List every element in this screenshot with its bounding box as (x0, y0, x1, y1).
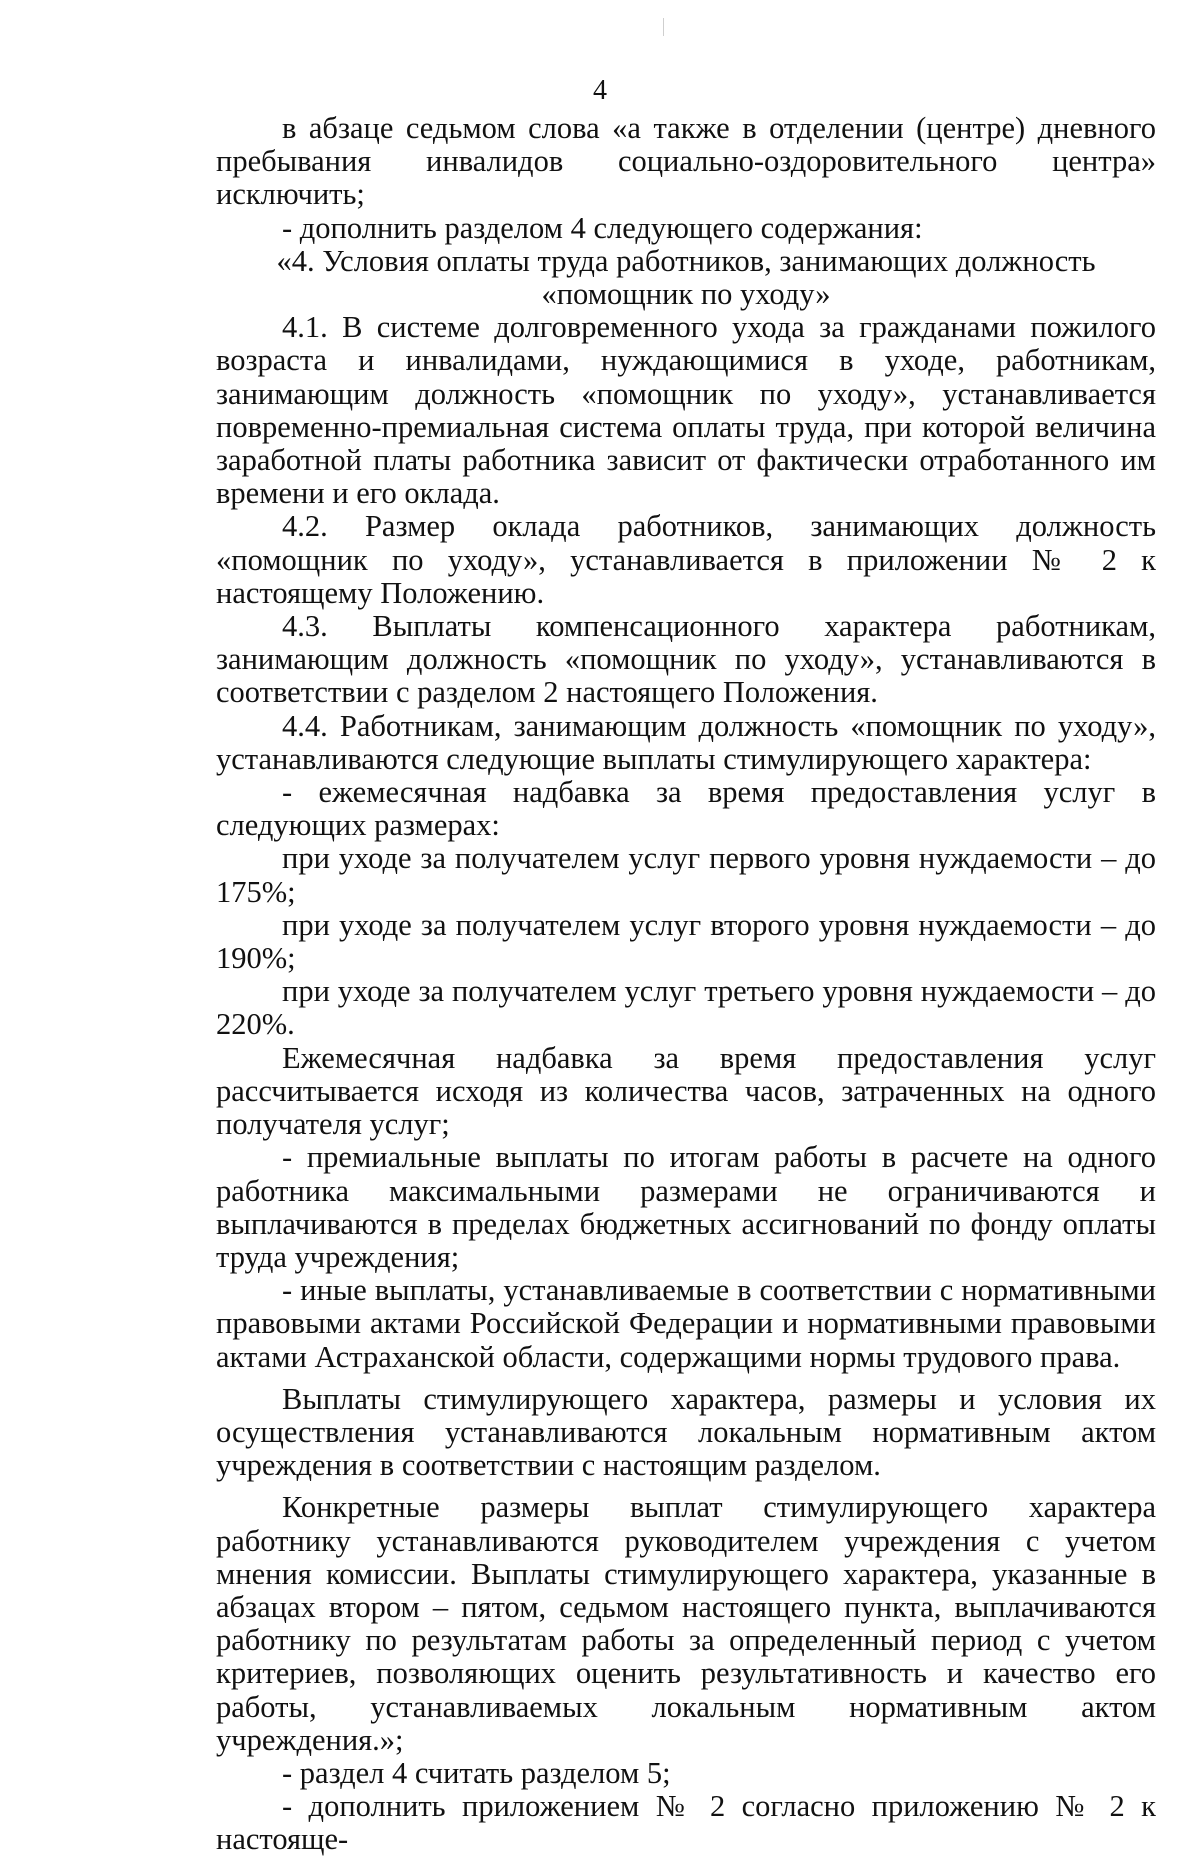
paragraph-abzats-sedmoy: в абзаце седьмом слова «а также в отделении (центре) дневного пребывания инвалидов социально-оздоровительного центра» исключить; (216, 111, 1156, 212)
bonus-level-3: при уходе за получателем услуг третьего уровня нуждаемости – до 220%. (216, 974, 1156, 1042)
list-item-premium-payments: - премиальные выплаты по итогам работы в расчете на одного работника максимальными размерами не ограничиваются и выплачиваются в пределах бюджетных ассигнований по фонду оплаты труда учреждения; (216, 1140, 1156, 1274)
paragraph-dopolnit-razdelom-4: - дополнить разделом 4 следующего содержания: (282, 210, 923, 245)
list-item-add-appendix-2: - дополнить приложением № 2 согласно приложению № 2 к настояще- (216, 1789, 1156, 1857)
bonus-level-2: при уходе за получателем услуг второго уровня нуждаемости – до 190%; (216, 907, 1156, 976)
clause-4-2: 4.2. Размер оклада работников, занимающих должность «помощник по уходу», устанавливается в приложении № 2 к настоящему Положению. (216, 509, 1156, 610)
clause-4-3: 4.3. Выплаты компенсационного характера работникам, занимающим должность «помощник по уходу», устанавливаются в соответствии с разделом 2 настоящего Положения. (216, 609, 1156, 710)
paragraph-specific-amounts: Конкретные размеры выплат стимулирующего характера работнику устанавливаются руководителем учреждения с учетом мнения комиссии. Выплаты стимулирующего характера, указанные в абзацах втором – пятом, седьмом настоящего пункта, выплачиваются работнику по результатам работы за определенный период с учетом критериев, позволяющих оценить результативность и качество его работы, устанавливаемых локальным нормативным актом учреждения.»; (216, 1490, 1156, 1757)
page-number: 4 (593, 75, 607, 106)
clause-4-1: 4.1. В системе долговременного ухода за гражданами пожилого возраста и инвалидами, нуждающимися в уходе, работникам, занимающим должность «помощник по уходу», устанавливается повременно-премиальная система оплаты труда, при которой величина заработной платы работника зависит от фактически отработанного им времени и его оклада. (216, 310, 1156, 511)
scan-artifact-line (663, 18, 664, 36)
list-item-section-renumber: - раздел 4 считать разделом 5; (282, 1755, 671, 1790)
document-body (216, 112, 1156, 1857)
bonus-level-1: при уходе за получателем услуг первого уровня нуждаемости – до 175%; (216, 841, 1156, 909)
paragraph-incentive-conditions: Выплаты стимулирующего характера, размеры и условия их осуществления устанавливаются локальным нормативным актом учреждения в соответствии с настоящим разделом. (216, 1381, 1156, 1483)
section-4-heading: «4. Условия оплаты труда работников, занимающих должность «помощник по уходу» (276, 243, 1096, 312)
list-item-monthly-bonus: - ежемесячная надбавка за время предоставления услуг в следующих размерах: (216, 775, 1156, 843)
paragraph-bonus-calculation: Ежемесячная надбавка за время предоставления услуг рассчитывается исходя из количества часов, затраченных на одного получателя услуг; (216, 1040, 1156, 1142)
clause-4-4: 4.4. Работникам, занимающим должность «помощник по уходу», устанавливаются следующие выплаты стимулирующего характера: (216, 708, 1156, 776)
list-item-other-payments: - иные выплаты, устанавливаемые в соответствии с нормативными правовыми актами Российской Федерации и нормативными правовыми актами Астраханской области, содержащими нормы трудового права. (216, 1273, 1156, 1374)
